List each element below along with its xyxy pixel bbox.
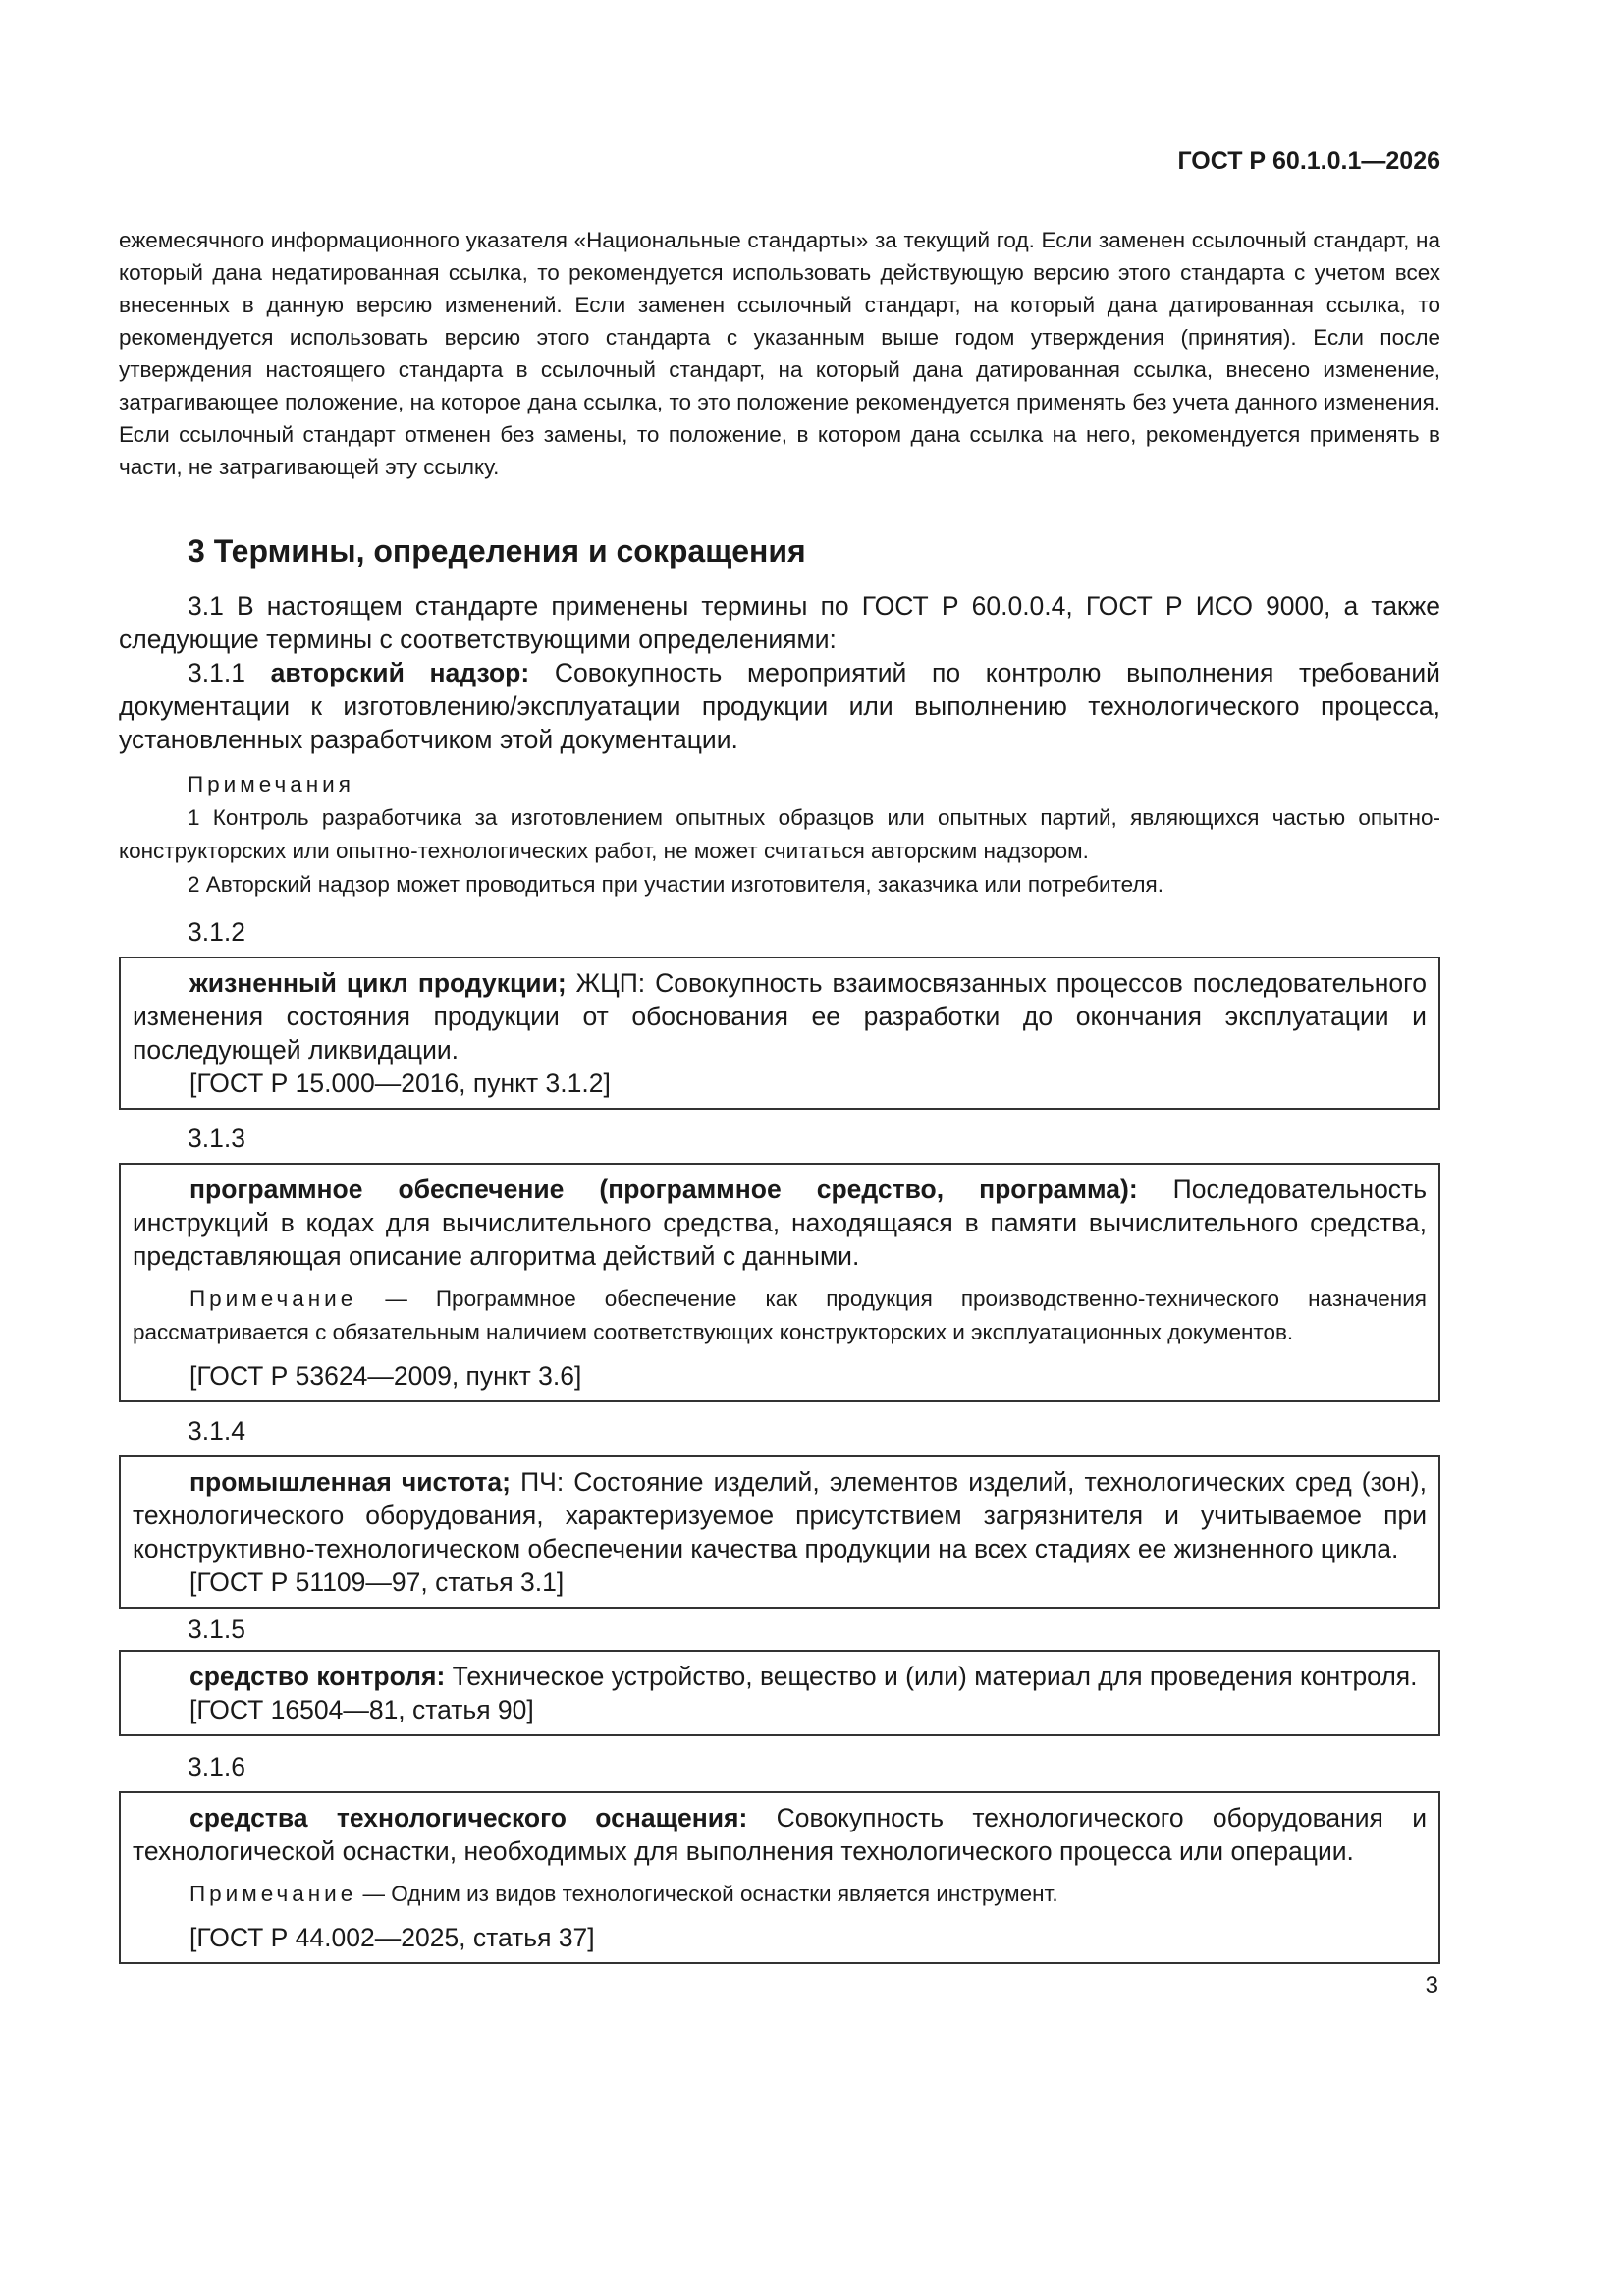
term-definition: ЖЦП: Совокупность взаимосвязанных процессов последовательного изменения состояния продукции от обоснования ее разработки до окончания эксплуатации и последующей ликвидации. bbox=[133, 968, 1427, 1065]
term-definition: Техническое устройство, вещество и (или) материал для проведения контроля. bbox=[452, 1662, 1418, 1691]
page-content bbox=[119, 224, 1440, 1964]
term-note bbox=[133, 1283, 1427, 1349]
term-number-3-1-2: 3.1.2 bbox=[188, 917, 245, 947]
term-box-3-1-5 bbox=[119, 1650, 1440, 1736]
note-2: 2 Авторский надзор может проводиться при участии изготовителя, заказчика или потребителя. bbox=[188, 872, 1163, 897]
note-label: Примечание bbox=[189, 1286, 357, 1311]
term-3-1-1 bbox=[119, 656, 1440, 756]
term-name: средство контроля: bbox=[189, 1662, 446, 1691]
term-entry bbox=[133, 1801, 1427, 1868]
term-number-3-1-6: 3.1.6 bbox=[188, 1752, 245, 1781]
intro-paragraph: ежемесячного информационного указателя «Национальные стандарты» за текущий год. Если заменен ссылочный стандарт, на который дана недатированная ссылка, то рекомендуется использовать действующую версию этого стандарта с учетом всех внесенных в данную версию изменений. Если заменен ссылочный стандарт, на который дана датированная ссылка, то рекомендуется использовать версию этого стандарта с указанным выше годом утверждения (принятия). Если после утверждения настоящего стандарта в ссылочный стандарт, на который дана датированная ссылка, внесено изменение, затрагивающее положение, на которое дана ссылка, то это положение рекомендуется применять без учета данного изменения. Если ссылочный стандарт отменен без замены, то положение, в котором дана ссылка на него, рекомендуется применять в части, не затрагивающей эту ссылку. bbox=[119, 228, 1440, 479]
term-source-ref: [ГОСТ Р 53624—2009, пункт 3.6] bbox=[189, 1361, 582, 1391]
section-heading: 3 Термины, определения и сокращения bbox=[188, 533, 806, 569]
note-1: 1 Контроль разработчика за изготовлением опытных образцов или опытных партий, являющихся частью опытно-конструкторских или опытно-технологических работ, не может считаться авторским надзором. bbox=[119, 805, 1440, 863]
term-name: средства технологического оснащения: bbox=[189, 1803, 748, 1832]
term-number: 3.1.1 bbox=[188, 658, 245, 687]
term-entry bbox=[133, 1660, 1427, 1693]
term-name: программное обеспечение (программное средство, программа): bbox=[189, 1175, 1138, 1204]
term-entry bbox=[133, 1173, 1427, 1273]
term-box-3-1-3 bbox=[119, 1163, 1440, 1402]
term-box-3-1-2 bbox=[119, 957, 1440, 1110]
term-definition: Последовательность инструкций в кодах для вычислительного средства, находящаяся в памяти вычислительного средства, представляющая описание алгоритма действий с данными. bbox=[133, 1175, 1427, 1271]
term-source-ref: [ГОСТ Р 44.002—2025, статья 37] bbox=[189, 1923, 595, 1952]
term-note bbox=[133, 1878, 1427, 1911]
term-box-3-1-4 bbox=[119, 1455, 1440, 1609]
term-number-3-1-5: 3.1.5 bbox=[188, 1614, 245, 1644]
document-code: ГОСТ Р 60.1.0.1—2026 bbox=[1177, 147, 1440, 175]
term-name: промышленная чистота; bbox=[189, 1467, 511, 1497]
note-text: — Одним из видов технологической оснастки является инструмент. bbox=[362, 1882, 1058, 1906]
term-entry bbox=[133, 1465, 1427, 1565]
term-number-3-1-3: 3.1.3 bbox=[188, 1123, 245, 1153]
term-source-ref: [ГОСТ Р 51109—97, статья 3.1] bbox=[189, 1567, 565, 1597]
term-name: авторский надзор: bbox=[270, 658, 530, 687]
term-definition: ПЧ: Состояние изделий, элементов изделий, технологических сред (зон), технологического оборудования, характеризуемое присутствием загрязнителя и учитываемое при конструктивно-технологическом обеспечении качества продукции на всех стадиях ее жизненного цикла. bbox=[133, 1467, 1427, 1563]
term-source-ref: [ГОСТ 16504—81, статья 90] bbox=[189, 1695, 534, 1724]
term-box-3-1-6 bbox=[119, 1791, 1440, 1964]
term-source-ref: [ГОСТ Р 15.000—2016, пункт 3.1.2] bbox=[189, 1068, 611, 1098]
clause-3-1: 3.1 В настоящем стандарте применены термины по ГОСТ Р 60.0.0.4, ГОСТ Р ИСО 9000, а также следующие термины с соответствующими определениями: bbox=[119, 591, 1440, 654]
note-text: — Программное обеспечение как продукция производственно-технического назначения рассматривается с обязательным наличием соответствующих конструкторских и эксплуатационных документов. bbox=[133, 1286, 1427, 1344]
term-name: жизненный цикл продукции; bbox=[189, 968, 567, 998]
page-number: 3 bbox=[1425, 1972, 1438, 1998]
term-number-3-1-4: 3.1.4 bbox=[188, 1416, 245, 1446]
term-entry bbox=[133, 966, 1427, 1066]
term-definition: Совокупность мероприятий по контролю выполнения требований документации к изготовлению/эксплуатации продукции или выполнению технологического процесса, установленных разработчиком этой документации. bbox=[119, 658, 1440, 754]
term-definition: Совокупность технологического оборудования и технологической оснастки, необходимых для выполнения технологического процесса или операции. bbox=[133, 1803, 1427, 1866]
note-label: Примечание bbox=[189, 1882, 357, 1906]
notes-label: Примечания bbox=[188, 772, 354, 796]
